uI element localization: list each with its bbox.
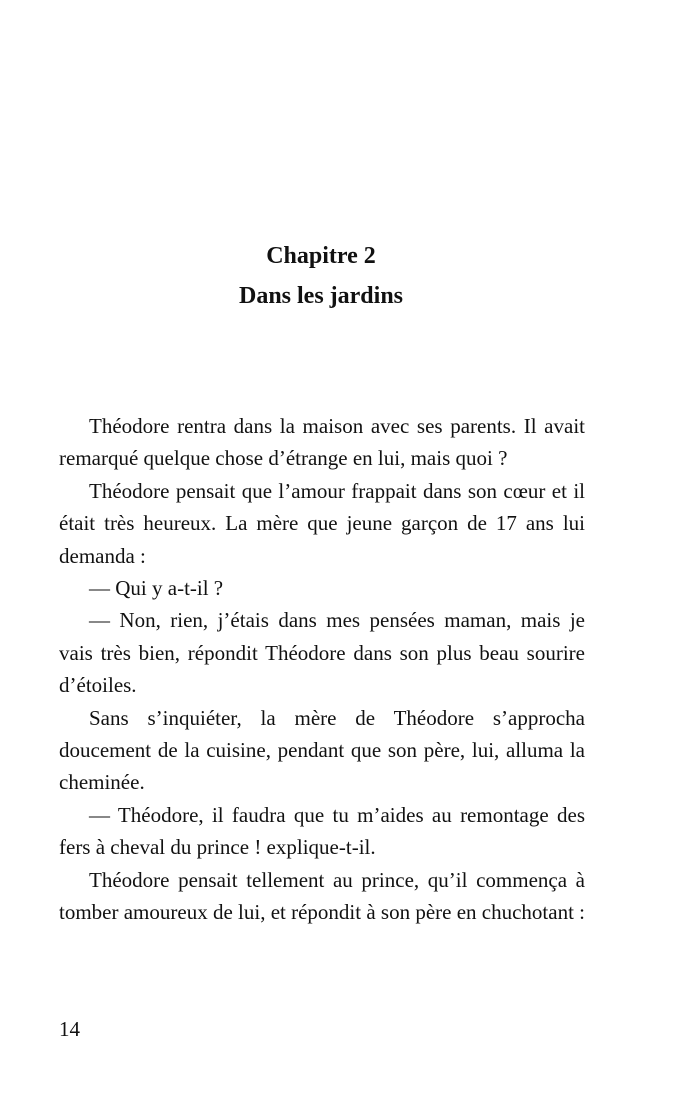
paragraph: Théodore pensait que l’amour frappait dans son cœur et il était très heureux. La mère que jeune garçon de 17 ans lui demanda :: [59, 478, 585, 568]
chapter-body: [59, 410, 585, 929]
paragraph: Sans s’inquiéter, la mère de Théodore s’approcha doucement de la cuisine, pendant que son père, lui, alluma la cheminée.: [59, 705, 585, 795]
paragraph: — Non, rien, j’étais dans mes pensées maman, mais je vais très bien, répondit Théodore dans son plus beau sourire d’étoiles.: [59, 608, 585, 698]
paragraph: Théodore pensait tellement au prince, qu’il commença à tomber amoureux de lui, et répondit à son père en chuchotant :: [59, 867, 585, 925]
chapter-number: Chapitre 2: [266, 243, 376, 269]
paragraph: — Qui y a-t-il ?: [89, 576, 224, 601]
chapter-heading: [0, 236, 642, 316]
chapter-title: Dans les jardins: [238, 283, 404, 309]
paragraph: — Théodore, il faudra que tu m’aides au remontage des fers à cheval du prince ! explique-t-il.: [59, 802, 585, 860]
page-number: 14: [59, 1017, 80, 1041]
paragraph: Théodore rentra dans la maison avec ses parents. Il avait remarqué quelque chose d’étrange en lui, mais quoi ?: [59, 414, 585, 471]
